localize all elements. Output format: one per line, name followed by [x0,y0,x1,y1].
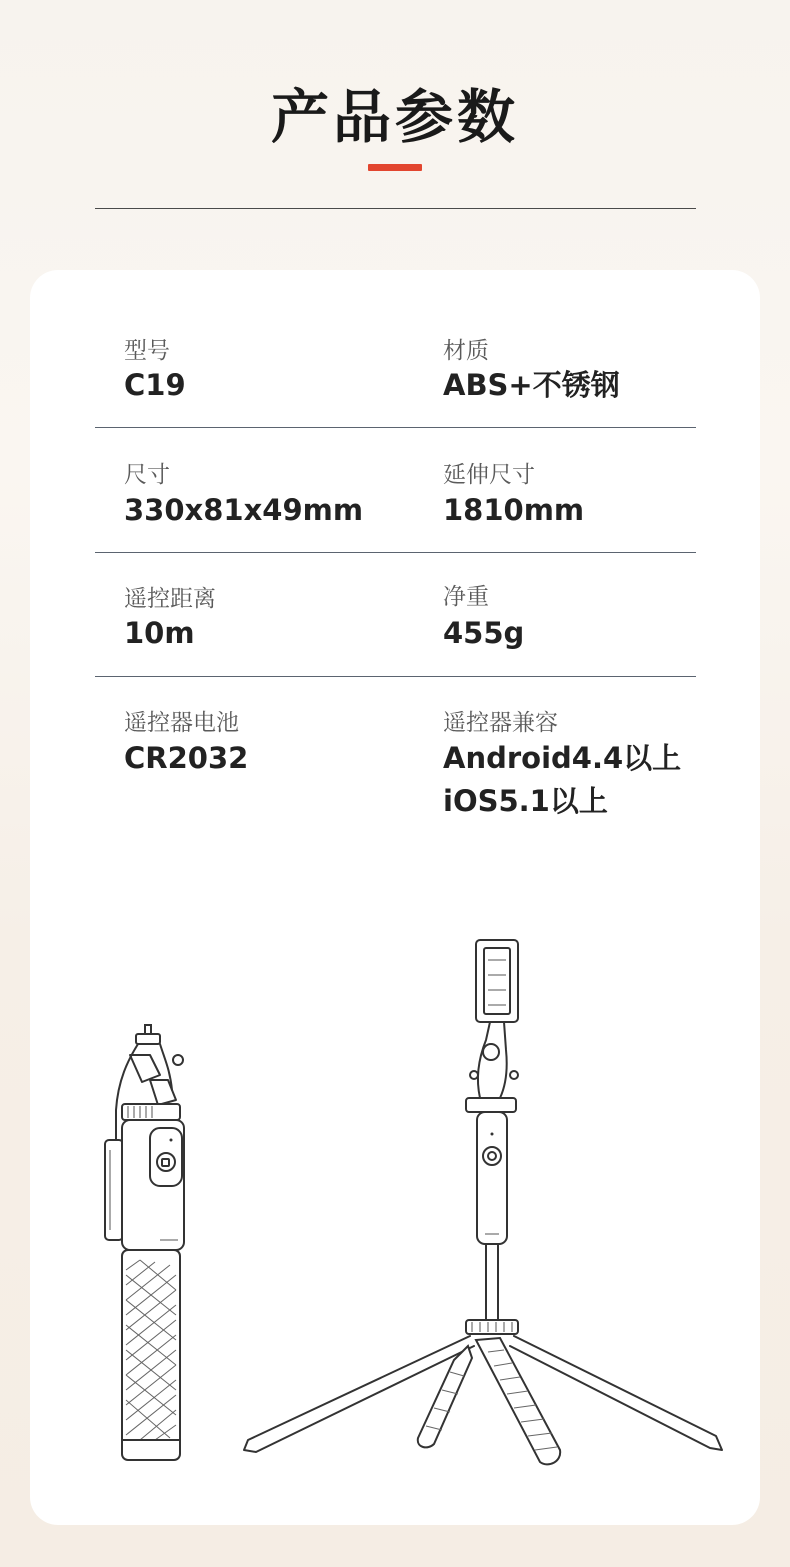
spec-label-weight: 净重 [443,584,489,610]
spec-label-compat: 遥控器兼容 [443,710,558,736]
tripod-drawing [244,940,722,1464]
spec-label-battery: 遥控器电池 [124,710,239,736]
spec-value-remote-range: 10m [124,616,195,650]
spec-value-compat-android: Android4.4以上 [443,741,682,775]
spec-label-model: 型号 [124,338,170,364]
spec-label-material: 材质 [443,338,489,364]
spec-label-extended: 延伸尺寸 [443,462,535,488]
spec-value-material: ABS+不锈钢 [443,368,620,402]
spec-value-battery: CR2032 [124,741,249,775]
spec-value-compat-ios: iOS5.1以上 [443,784,608,818]
folded-stick-drawing [105,1025,184,1460]
spec-label-remote-range: 遥控距离 [124,586,216,612]
spec-value-extended: 1810mm [443,493,585,527]
page-title: 产品参数 [270,83,519,151]
spec-value-weight: 455g [443,616,525,650]
spec-value-size: 330x81x49mm [124,493,364,527]
spec-label-size: 尺寸 [124,462,170,488]
spec-value-model: C19 [124,368,186,402]
